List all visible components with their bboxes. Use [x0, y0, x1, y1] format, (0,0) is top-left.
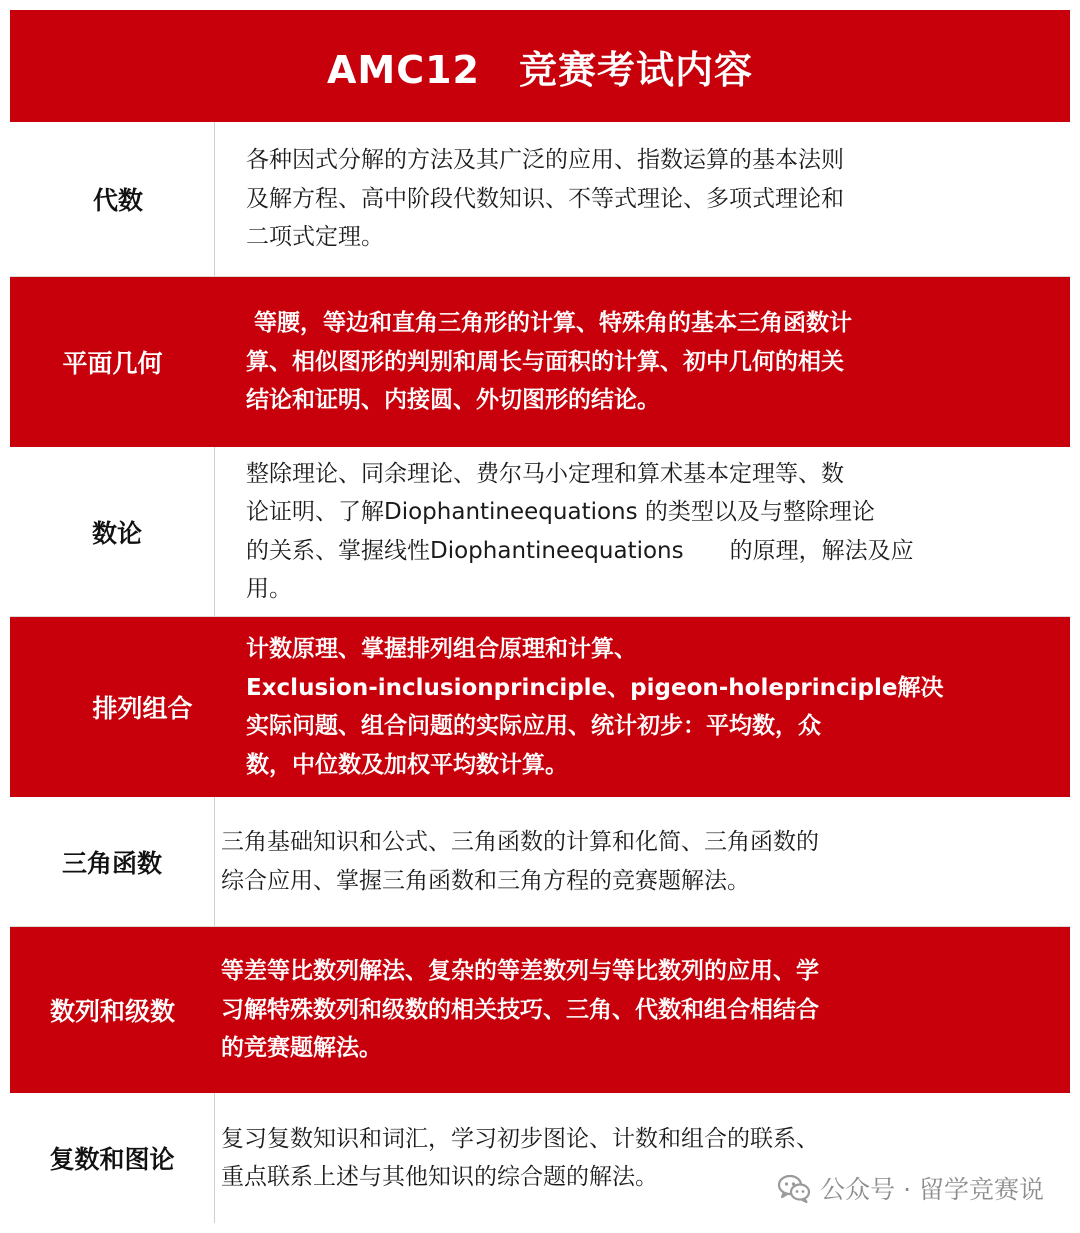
description-line: 及解方程、高中阶段代数知识、不等式理论、多项式理论和 — [246, 185, 844, 212]
description-line: 实际问题、组合问题的实际应用、统计初步：平均数，众 — [246, 713, 821, 739]
page-title: AMC12 竞赛考试内容 — [327, 47, 753, 92]
description-cell — [221, 927, 1050, 1093]
description-line: 的关系、掌握线性Diophantineequations 的原理，解法及应 — [246, 537, 914, 564]
watermark — [776, 1170, 1044, 1206]
topic-label: 排列组合 — [92, 694, 193, 723]
topic-cell — [10, 617, 215, 797]
table-header — [10, 10, 1070, 122]
description-cell — [246, 617, 1050, 797]
topic-label: 平面几何 — [62, 349, 163, 378]
watermark-text: 公众号 · 留学竞赛说 — [820, 1175, 1044, 1204]
description-line: 计数原理、掌握排列组合原理和计算、 — [246, 636, 637, 662]
topic-label: 数列和级数 — [49, 997, 175, 1026]
description-cell — [246, 122, 1050, 276]
description-line: 论证明、了解Diophantineequations 的类型以及与整除理论 — [246, 499, 875, 525]
topic-cell — [10, 277, 215, 447]
topic-label: 复数和图论 — [49, 1145, 175, 1174]
description-cell — [246, 447, 1050, 616]
description-line: 复习复数知识和词汇，学习初步图论、计数和组合的联系、 — [221, 1125, 819, 1152]
table-row-algebra — [10, 122, 1070, 277]
description-line: 整除理论、同余理论、费尔马小定理和算术基本定理等、数 — [246, 460, 844, 487]
topic-cell — [10, 1093, 215, 1223]
description-line: 数，中位数及加权平均数计算。 — [246, 751, 568, 778]
description-line: 重点联系上述与其他知识的综合题的解法。 — [221, 1164, 658, 1190]
topic-label: 代数 — [92, 186, 143, 215]
topic-label: 三角函数 — [61, 848, 162, 878]
description-cell — [221, 797, 1050, 926]
description-line: 结论和证明、内接圆、外切图形的结论。 — [246, 387, 660, 414]
wechat-icon — [776, 1170, 812, 1206]
topic-cell — [10, 122, 215, 276]
description-line: 的竞赛题解法。 — [221, 1035, 382, 1062]
description-line: 各种因式分解的方法及其广泛的应用、指数运算的基本法则 — [246, 147, 844, 174]
description-line: Exclusion-inclusionprinciple、pigeon-holeprinciple解决 — [246, 674, 944, 701]
description-line: 三角基础知识和公式、三角函数的计算和化简、三角函数的 — [221, 829, 819, 855]
description-cell — [246, 277, 1050, 447]
table-row-number-theory — [10, 447, 1070, 617]
description-line: 算、相似图形的判别和周长与面积的计算、初中几何的相关 — [246, 348, 844, 375]
description-line: 用。 — [246, 576, 292, 602]
description-line: 综合应用、掌握三角函数和三角方程的竞赛题解法。 — [221, 867, 750, 894]
description-line: 等差等比数列解法、复杂的等差数列与等比数列的应用、学 — [221, 958, 819, 985]
topic-label: 数论 — [91, 518, 142, 548]
topic-cell — [10, 447, 215, 616]
topic-cell — [10, 927, 215, 1093]
table-row-sequences-series — [10, 927, 1070, 1093]
table-row-geometry — [10, 277, 1070, 447]
table-row-trigonometry — [10, 797, 1070, 927]
table-row-combinatorics — [10, 617, 1070, 797]
content-table — [10, 10, 1070, 1223]
description-line: 等腰，等边和直角三角形的计算、特殊角的基本三角函数计 — [246, 310, 853, 337]
topic-cell — [10, 797, 215, 926]
description-line: 习解特殊数列和级数的相关技巧、三角、代数和组合相结合 — [221, 996, 819, 1023]
description-line: 二项式定理。 — [246, 224, 384, 251]
